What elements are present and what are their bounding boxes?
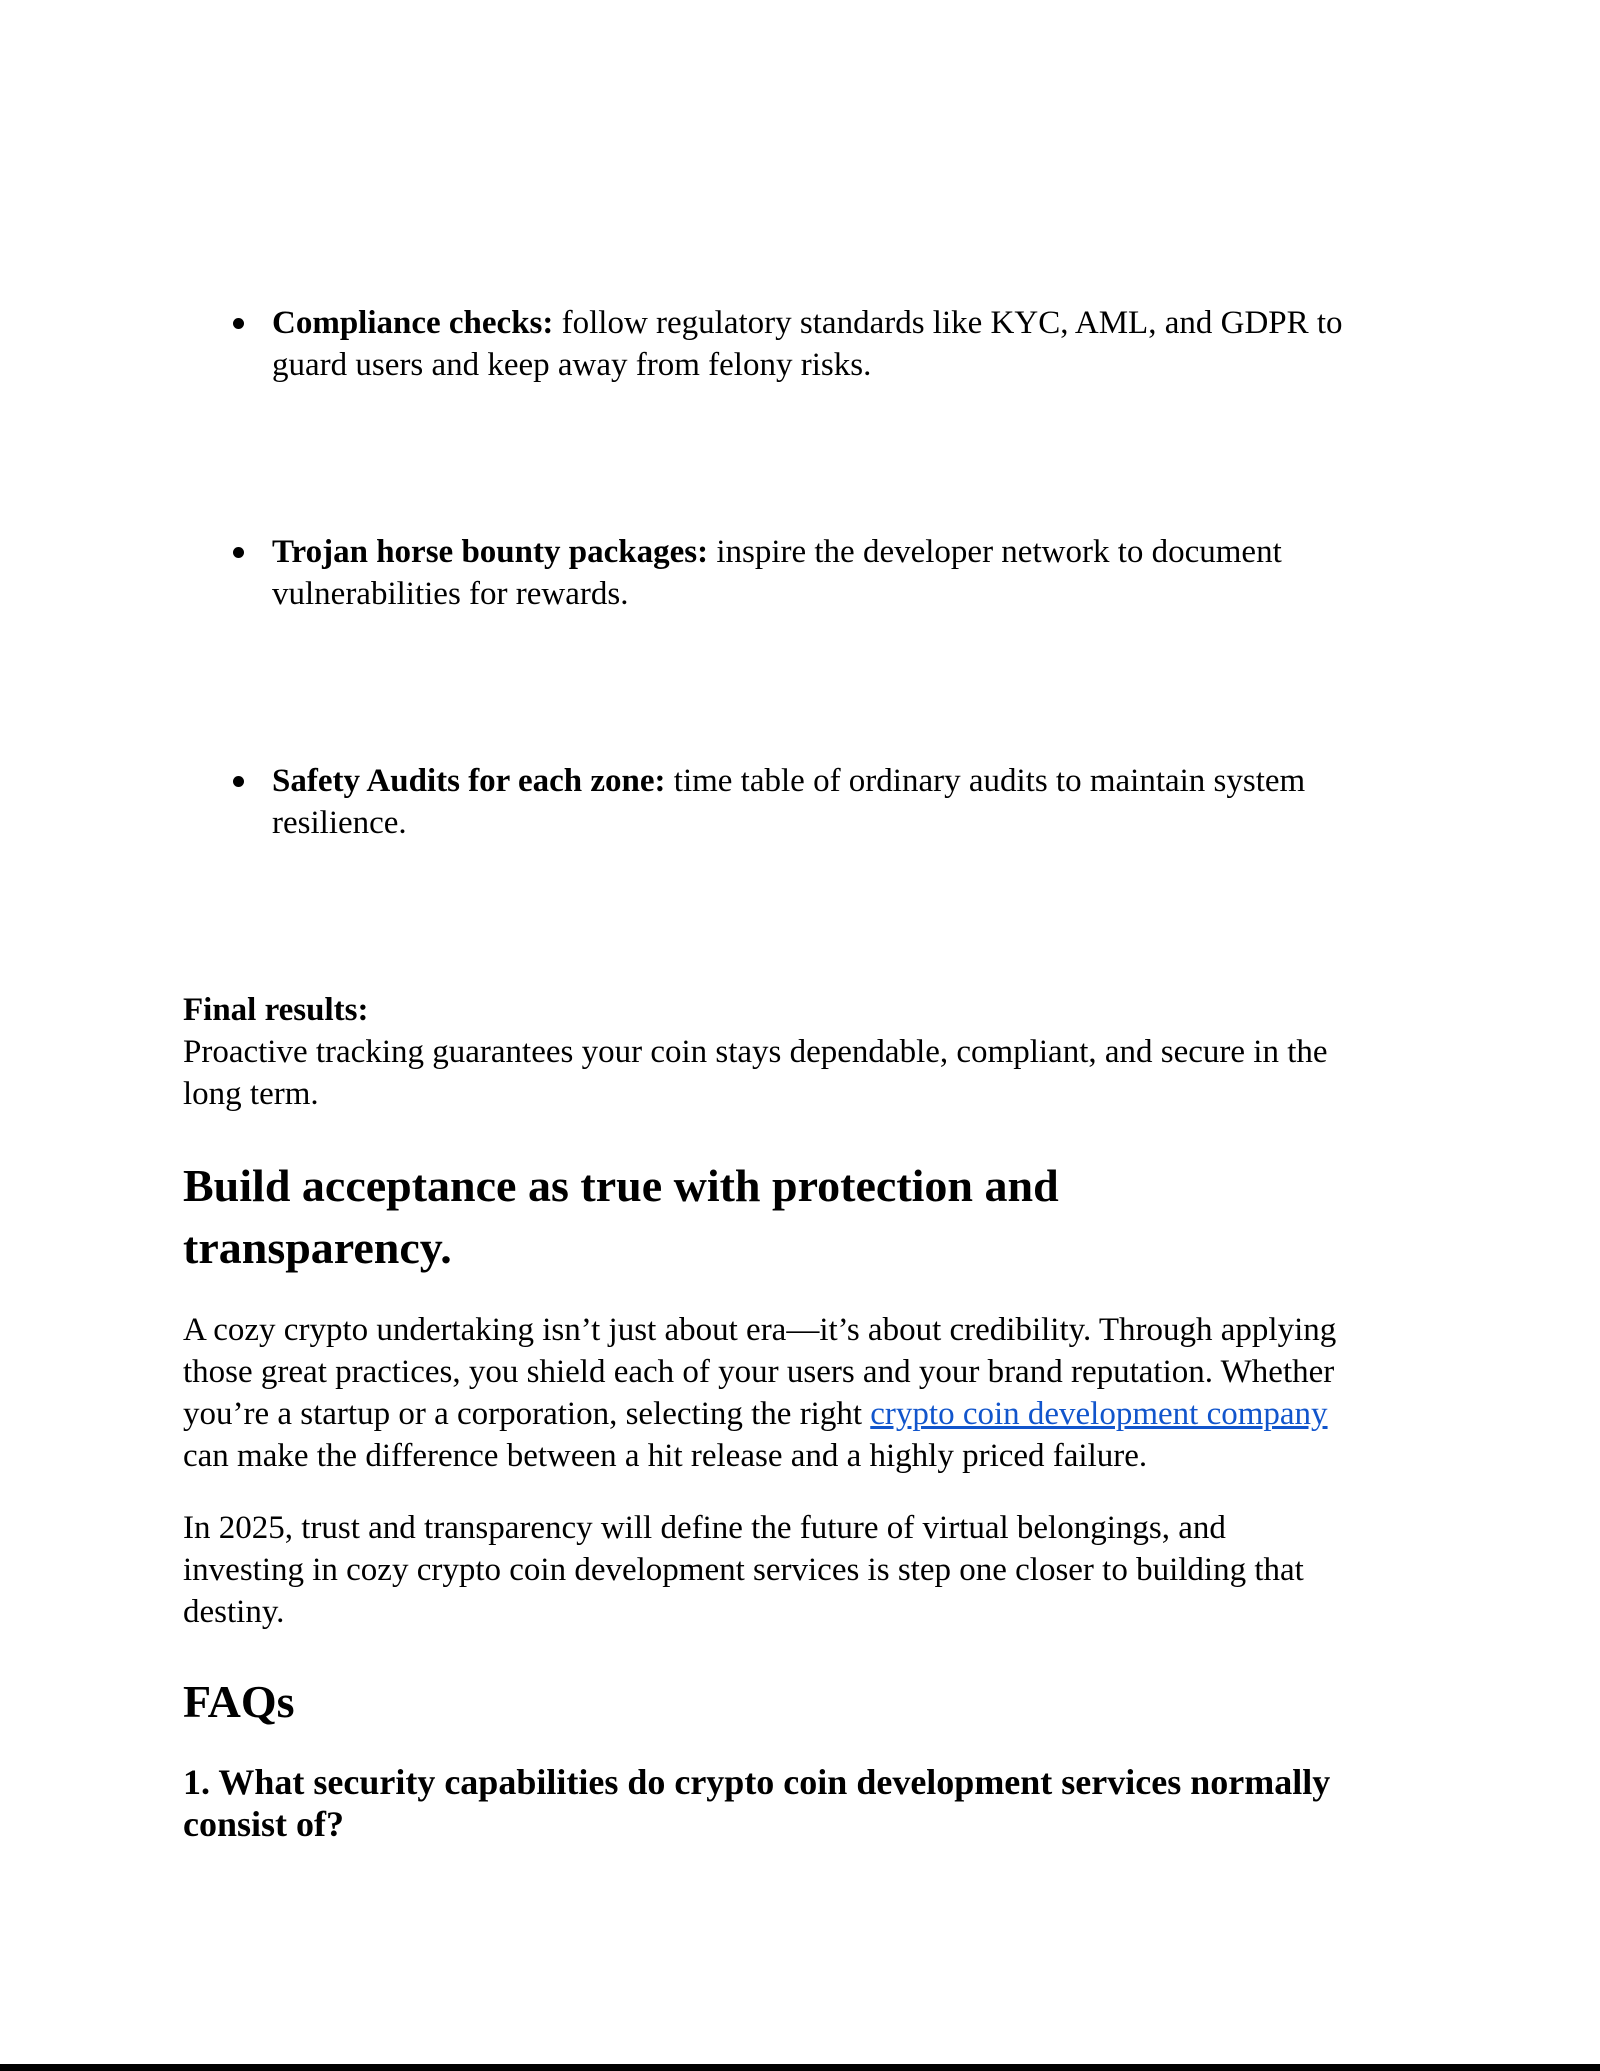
bullet-text bbox=[272, 531, 1282, 615]
document-content bbox=[183, 302, 1418, 1845]
credibility-line-3-prefix: you’re a startup or a corporation, selecting the right bbox=[183, 1396, 871, 1432]
credibility-line-4: can make the difference between a hit release and a highly priced failure. bbox=[183, 1438, 1148, 1474]
list-item bbox=[183, 302, 1418, 386]
crypto-coin-development-company-link[interactable]: crypto coin development company bbox=[870, 1396, 1328, 1432]
bullet-text bbox=[272, 760, 1305, 844]
list-item bbox=[183, 760, 1418, 844]
proactive-paragraph: Proactive tracking guarantees your coin stays dependable, compliant, and secure in the long term. bbox=[183, 1034, 1328, 1112]
final-results-label: Final results: bbox=[183, 992, 369, 1028]
bullet-body-line1: inspire the developer network to document bbox=[708, 534, 1282, 570]
credibility-paragraph bbox=[183, 1309, 1418, 1477]
bullet-list bbox=[183, 302, 1418, 844]
faqs-heading: FAQs bbox=[183, 1676, 295, 1727]
bullet-label: Compliance checks: bbox=[272, 305, 554, 341]
bullet-body-line1: follow regulatory standards like KYC, AML, and GDPR to bbox=[553, 305, 1343, 341]
build-acceptance-heading: Build acceptance as true with protection and transparency. bbox=[183, 1160, 1059, 1273]
bullet-icon bbox=[233, 776, 244, 787]
bullet-body-line2: resilience. bbox=[272, 805, 407, 841]
credibility-lines-1-2: A cozy crypto undertaking isn’t just about era—it’s about credibility. Through applying those great practices, you shield each of your users and your brand reputation. Whether bbox=[183, 1312, 1337, 1390]
bullet-label: Safety Audits for each zone: bbox=[272, 763, 666, 799]
bullet-icon bbox=[233, 318, 244, 329]
bullet-body-line2: guard users and keep away from felony risks. bbox=[272, 347, 872, 383]
bullet-body-line2: vulnerabilities for rewards. bbox=[272, 576, 629, 612]
bullet-icon bbox=[233, 547, 244, 558]
list-item bbox=[183, 531, 1418, 615]
page-bottom-border bbox=[0, 2064, 1600, 2071]
bullet-text bbox=[272, 302, 1343, 386]
faq-question-1: 1. What security capabilities do crypto coin development services normally consist of? bbox=[183, 1762, 1331, 1844]
bullet-body-line1: time table of ordinary audits to maintain system bbox=[665, 763, 1306, 799]
trust-2025-paragraph: In 2025, trust and transparency will define the future of virtual belongings, and investing in cozy crypto coin development services is step one closer to building that destiny. bbox=[183, 1510, 1304, 1630]
bullet-label: Trojan horse bounty packages: bbox=[272, 534, 709, 570]
